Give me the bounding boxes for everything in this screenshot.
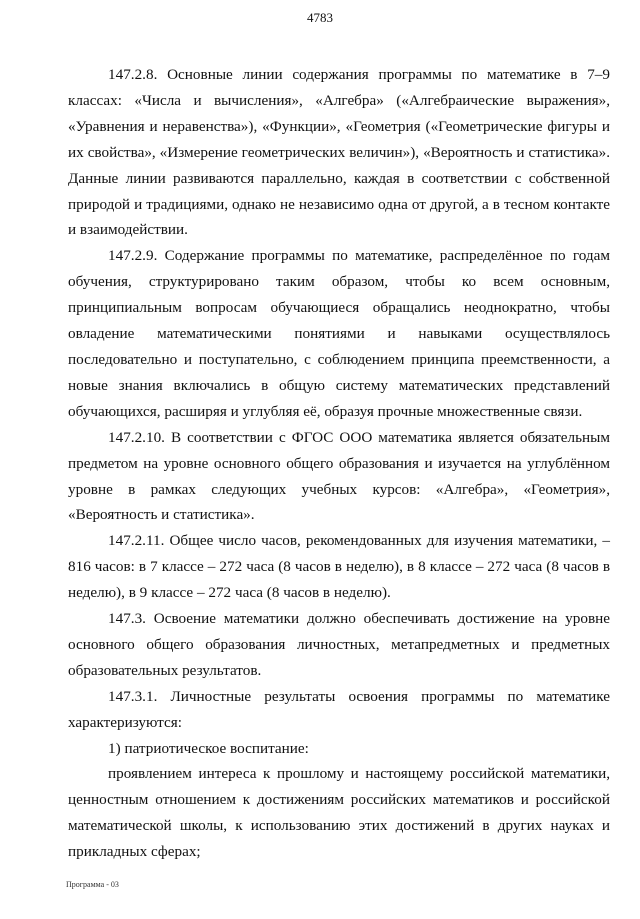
paragraph-147-2-9: 147.2.9. Содержание программы по математике, распределённое по годам обучения, структурировано таким образом, чтобы ко всем основным, принципиальным вопросам обучающиеся обращались неоднократно, чтобы овладение математическими понятиями и навыками осуществлялось последовательно и поступательно, с соблюдением принципа преемственности, а новые знания включались в общую систему математических представлений обучающихся, расширяя и углубляя её, образуя прочные множественные связи. (68, 247, 610, 420)
list-item-patriotic: 1) патриотическое воспитание: (108, 739, 309, 757)
footer-label: Программа - 03 (66, 880, 119, 889)
paragraph-patriotic-detail: проявлением интереса к прошлому и настоящему российской математики, ценностным отношением к достижениям российских математиков и российской математической школы, к использованию этих достижений в других науках и прикладных сферах; (68, 765, 610, 861)
paragraph-147-2-11: 147.2.11. Общее число часов, рекомендованных для изучения математики, – 816 часов: в 7 классе – 272 часа (8 часов в неделю), в 8 классе – 272 часа (8 часов в неделю), в 9 классе – 272 часа (8 часов в неделю). (68, 532, 610, 602)
paragraph-147-3-1: 147.3.1. Личностные результаты освоения программы по математике характеризуются: (68, 687, 610, 731)
page-number: 4783 (307, 10, 333, 25)
paragraph-147-3: 147.3. Освоение математики должно обеспечивать достижение на уровне основного общего образования личностных, метапредметных и предметных образовательных результатов. (68, 610, 610, 679)
document-body (68, 62, 610, 865)
paragraph-147-2-10: 147.2.10. В соответствии с ФГОС ООО математика является обязательным предметом на уровне основного общего образования и изучается на углублённом уровне в рамках следующих учебных курсов: «Алгебра», «Геометрия», «Вероятность и статистика». (68, 428, 610, 524)
paragraph-147-2-8: 147.2.8. Основные линии содержания программы по математике в 7–9 классах: «Числа и вычисления», «Алгебра» («Алгебраические выражения», «Уравнения и неравенства»), «Функции», «Геометрия («Геометрические фигуры и их свойства», «Измерение геометрических величин»), «Вероятность и статистика». Данные линии развиваются параллельно, каждая в соответствии с собственной природой и традициями, однако не независимо одна от другой, а в тесном контакте и взаимодействии. (68, 66, 610, 239)
